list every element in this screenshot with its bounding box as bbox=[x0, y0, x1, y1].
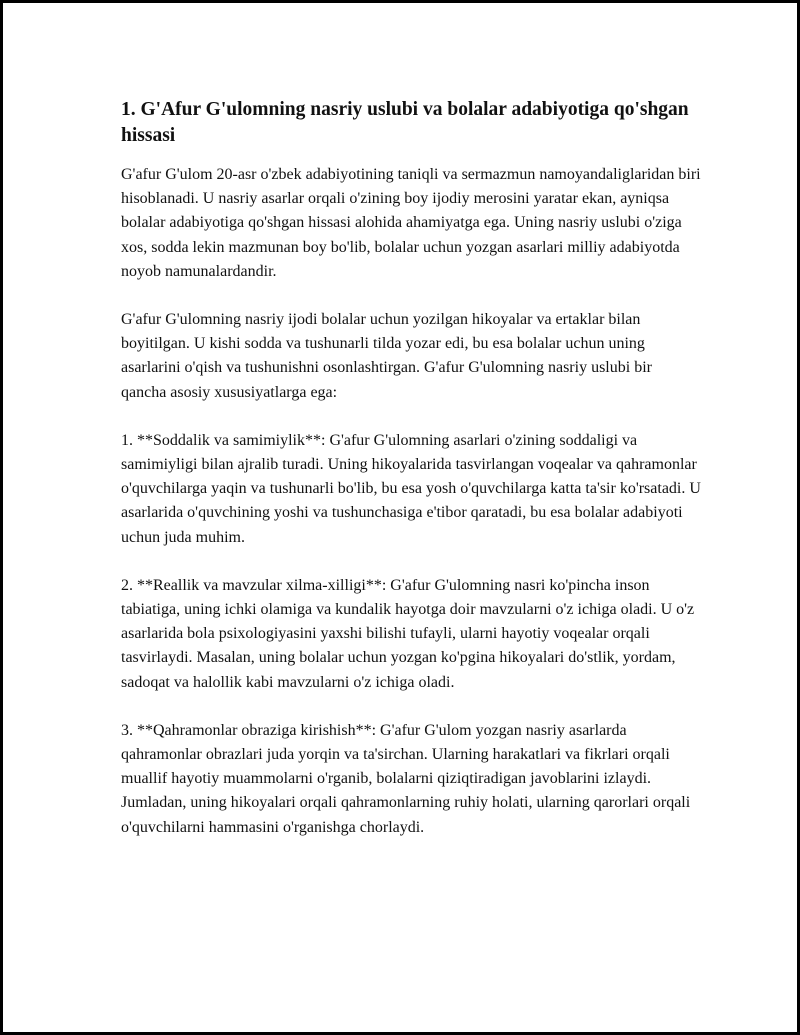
document-body bbox=[121, 97, 701, 864]
paragraph-point-3: 3. **Qahramonlar obraziga kirishish**: G'afur G'ulom yozgan nasriy asarlarda qahramonlar obrazlari juda yorqin va ta'sirchan. Ularning harakatlari va fikrlari orqali muallif hayotiy muammolarni o'rganib, bolalarni qiziqtiradigan javoblarini izlaydi. Jumladan, uning hikoyalari orqali qahramonlarning ruhiy holati, ularning qarorlari orqali o'quvchilarni hammasini o'rganishga chorlaydi. bbox=[121, 721, 691, 836]
paragraph-point-2: 2. **Reallik va mavzular xilma-xilligi**: G'afur G'ulomning nasri ko'pincha inson tabiatiga, uning ichki olamiga va kundalik hayotga doir mavzularni o'z ichiga oladi. U o'z asarlarida bola psixologiyasini yaxshi bilishi tufayli, ularni hayotiy voqealar orqali tasvirlaydi. Masalan, uning bolalar uchun yozgan ko'pgina hikoyalari do'stlik, yordam, sadoqat va halollik kabi mavzularni o'z ichiga oladi. bbox=[121, 576, 695, 691]
paragraph-point-1: 1. **Soddalik va samimiylik**: G'afur G'ulomning asarlari o'zining soddaligi va samimiyligi bilan ajralib turadi. Uning hikoyalarida tasvirlangan voqealar va qahramonlar o'quvchilarga yaqin va tushunarli bo'lib, bu esa yosh o'quvchilarga katta ta'sir ko'rsatadi. U asarlarida o'quvchining yoshi va tushunchasiga e'tibor qaratadi, bu esa bolalar adabiyoti uchun juda muhim. bbox=[121, 431, 701, 546]
section-heading: 1. G'Afur G'ulomning nasriy uslubi va bolalar adabiyotiga qo'shgan hissasi bbox=[121, 99, 689, 146]
paragraph-intro: G'afur G'ulom 20-asr o'zbek adabiyotining taniqli va sermazmun namoyandaliglaridan biri hisoblanadi. U nasriy asarlar orqali o'zining boy ijodiy merosini yaratar ekan, ayniqsa bolalar adabiyotiga qo'shgan hissasi alohida ahamiyatga ega. Uning nasriy uslubi o'ziga xos, sodda lekin mazmunan boy bo'lib, bolalar uchun yozgan asarlari milliy adabiyotda noyob namunalardandir. bbox=[121, 166, 701, 280]
paragraph-style-overview: G'afur G'ulomning nasriy ijodi bolalar uchun yozilgan hikoyalar va ertaklar bilan boyitilgan. U kishi sodda va tushunarli tilda yozar edi, bu esa bolalar uchun uning asarlarini o'qish va tushunishni osonlashtirgan. G'afur G'ulomning nasriy uslubi bir qancha asosiy xususiyatlarga ega: bbox=[121, 311, 652, 401]
